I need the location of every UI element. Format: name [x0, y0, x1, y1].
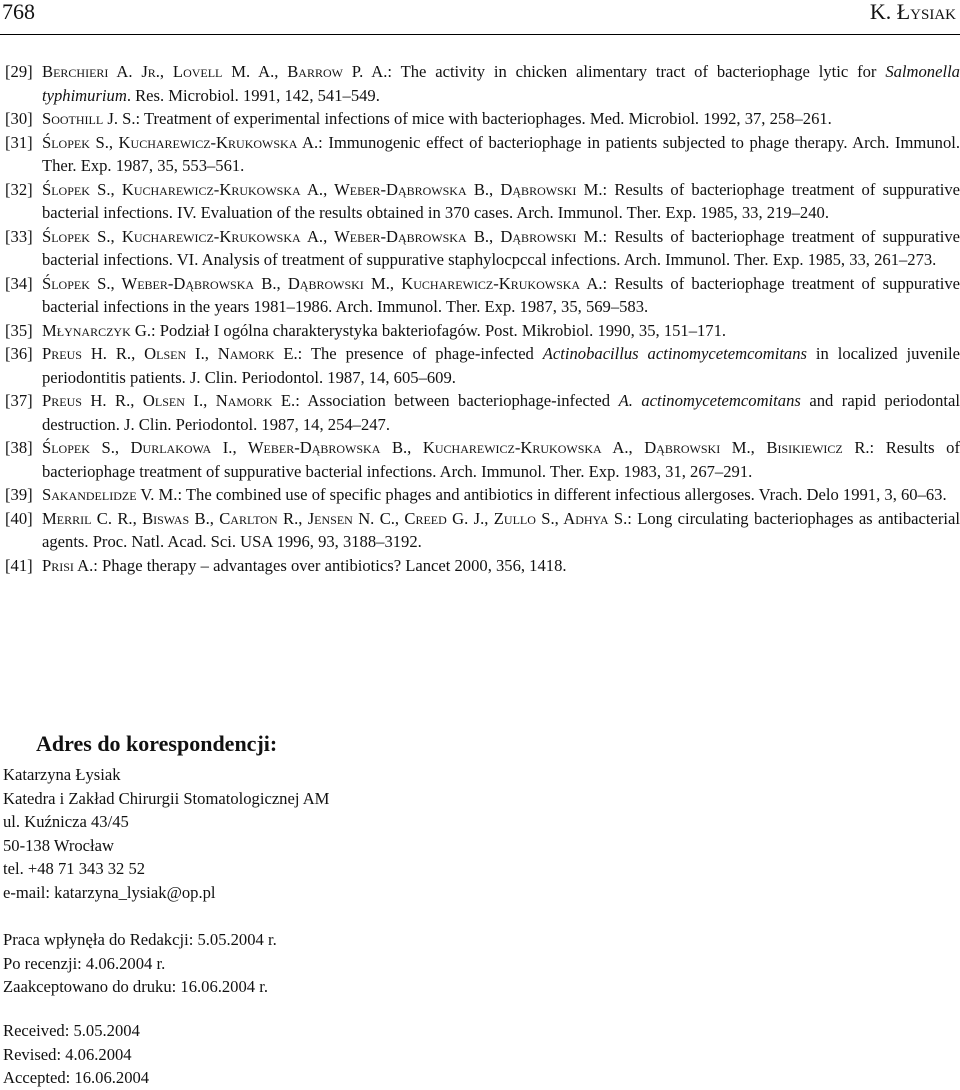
reference-item — [5, 178, 960, 225]
reference-number: [39] — [5, 485, 33, 504]
reference-text — [42, 109, 832, 128]
address-line: Katedra i Zakład Chirurgii Stomatologicznej AM — [3, 788, 330, 808]
species-name: Salmonella typhimurium — [42, 62, 960, 105]
reference-text — [42, 438, 960, 481]
reference-item — [5, 107, 960, 131]
reference-number: [29] — [5, 62, 33, 81]
reference-authors: Preus H. R., Olsen I., Namork E. — [42, 344, 298, 363]
reference-segment: : Phage therapy – advantages over antibiotics? Lancet 2000, 356, 1418. — [93, 555, 567, 575]
reference-authors: Prisi A. — [42, 555, 94, 575]
address-line: 50-138 Wrocław — [3, 835, 115, 855]
date-line: Zaakceptowano do druku: 16.06.2004 r. — [3, 977, 268, 996]
reference-item — [5, 342, 960, 389]
reference-authors: Ślopek S., Kucharewicz-Krukowska A., Weber-Dąbrowska B., Dąbrowski M. — [42, 179, 603, 199]
date-line: Accepted: 16.06.2004 — [3, 1068, 150, 1087]
reference-segment: : The activity in chicken alimentary tract of bacteriophage lytic for — [387, 62, 886, 81]
reference-number: [33] — [5, 226, 33, 246]
reference-list — [5, 60, 960, 577]
reference-item — [5, 319, 960, 343]
reference-authors: Sakandelidze V. M. — [42, 485, 178, 504]
reference-segment: and rapid periodontal destruction. J. Clin. Periodontol. 1987, 14, 254–247. — [42, 391, 960, 434]
reference-item — [5, 389, 960, 436]
reference-segment: . Res. Microbiol. 1991, 142, 541–549. — [126, 85, 380, 105]
date-line: Praca wpłynęła do Redakcji: 5.05.2004 r. — [3, 930, 277, 949]
reference-authors: Ślopek S., Weber-Dąbrowska B., Dąbrowski M., Kucharewicz-Krukowska A. — [42, 273, 603, 293]
page-header — [0, 0, 960, 26]
date-line: Revised: 4.06.2004 — [3, 1044, 132, 1064]
reference-text — [42, 344, 960, 387]
reference-text — [42, 556, 567, 575]
reference-authors: Ślopek S., Kucharewicz-Krukowska A. — [42, 132, 319, 152]
reference-segment: : Results of bacteriophage treatment of suppurative bacterial infections. VI. Analysis of treatment of suppurative staphylocpccal infections. Arch. Immunol. Ther. Exp. 1985, 33, 261–273. — [42, 226, 960, 269]
reference-item — [5, 60, 960, 107]
reference-authors: Merril C. R., Biswas B., Carlton R., Jensen N. C., Creed G. J., Zullo S., Adhya S. — [42, 508, 628, 528]
reference-text — [42, 62, 960, 105]
reference-segment: : The combined use of specific phages and antibiotics in different infectious allergoses. Vrach. Delo 1991, 3, 60–63. — [177, 485, 947, 504]
reference-authors: Ślopek S., Durlakowa I., Weber-Dąbrowska B., Kucharewicz-Krukowska A., Dąbrowski M., Bisikiewicz R. — [42, 438, 870, 457]
reference-authors: Ślopek S., Kucharewicz-Krukowska A., Weber-Dąbrowska B., Dąbrowski M. — [42, 226, 603, 246]
reference-item — [5, 272, 960, 319]
reference-segment: : Association between bacteriophage-infected — [295, 391, 619, 410]
reference-segment: : Treatment of experimental infections of mice with bacteriophages. Med. Microbiol. 1992, 37, 258–261. — [135, 109, 832, 128]
reference-segment: in localized juvenile periodontitis patients. J. Clin. Periodontol. 1987, 14, 605–609. — [42, 344, 960, 387]
reference-text — [42, 485, 947, 504]
dates-polish — [3, 928, 277, 999]
running-head: K. Łysiak — [869, 0, 956, 24]
reference-text — [42, 227, 960, 270]
reference-authors: Soothill J. S. — [42, 109, 136, 128]
reference-text — [42, 391, 960, 434]
reference-number: [40] — [5, 508, 33, 528]
reference-segment: : Long circulating bacteriophages as antibacterial agents. Proc. Natl. Acad. Sci. USA 1996, 93, 3188–3192. — [42, 508, 960, 551]
reference-number: [38] — [5, 438, 33, 457]
correspondence-title: Adres do korespondencji: — [36, 731, 278, 756]
address-line: tel. +48 71 343 32 52 — [3, 859, 146, 878]
reference-item — [5, 131, 960, 178]
reference-number: [32] — [5, 179, 33, 199]
reference-segment: : Results of bacteriophage treatment of suppurative bacterial infections. IV. Evaluation of the results obtained in 370 cases. Arch. Immunol. Ther. Exp. 1985, 33, 219–240. — [42, 179, 960, 222]
address-line: Katarzyna Łysiak — [3, 765, 121, 784]
reference-authors: Preus H. R., Olsen I., Namork E. — [42, 391, 296, 410]
date-line: Received: 5.05.2004 — [3, 1021, 140, 1040]
reference-segment: : Results of bacteriophage treatment of suppurative bacterial infections in the years 1981–1986. Arch. Immunol. Ther. Exp. 1987, 35, 569–583. — [42, 273, 960, 316]
species-name: Actinobacillus actinomycetemcomitans — [542, 344, 807, 363]
reference-item — [5, 436, 960, 483]
address-line: ul. Kuźnicza 43/45 — [3, 812, 129, 831]
reference-item — [5, 225, 960, 272]
reference-item — [5, 483, 960, 507]
reference-text — [42, 180, 960, 223]
reference-number: [34] — [5, 273, 33, 293]
reference-number: [30] — [5, 109, 33, 128]
reference-segment: : Results of bacteriophage treatment of suppurative bacterial infections. Arch. Immunol. Ther. Exp. 1983, 31, 267–291. — [42, 438, 960, 481]
reference-segment: : Podział I ogólna charakterystyka bakteriofagów. Post. Mikrobiol. 1990, 35, 151–171. — [151, 320, 727, 340]
reference-number: [37] — [5, 391, 33, 410]
header-rule — [0, 34, 960, 35]
reference-number: [36] — [5, 344, 33, 363]
reference-item — [5, 554, 960, 578]
reference-segment: : The presence of phage-infected — [297, 344, 543, 363]
reference-text — [42, 274, 960, 317]
reference-authors: Berchieri A. Jr., Lovell M. A., Barrow P. A. — [42, 62, 388, 81]
reference-item — [5, 507, 960, 554]
reference-text — [42, 133, 960, 176]
email-line: e-mail: katarzyna_lysiak@op.pl — [3, 882, 216, 902]
correspondence-address — [3, 763, 329, 904]
date-line: Po recenzji: 4.06.2004 r. — [3, 953, 166, 973]
page-number: 768 — [2, 0, 35, 24]
reference-authors: Młynarczyk G. — [42, 320, 152, 340]
reference-number: [35] — [5, 320, 33, 340]
species-name: A. actinomycetemcomitans — [618, 391, 801, 410]
reference-text — [42, 509, 960, 552]
reference-number: [41] — [5, 555, 33, 575]
reference-segment: : Immunogenic effect of bacteriophage in patients subjected to phage therapy. Arch. Immunol. Ther. Exp. 1987, 35, 553–561. — [42, 132, 960, 175]
dates-english — [3, 1019, 149, 1090]
reference-number: [31] — [5, 132, 33, 152]
reference-text — [42, 321, 726, 340]
